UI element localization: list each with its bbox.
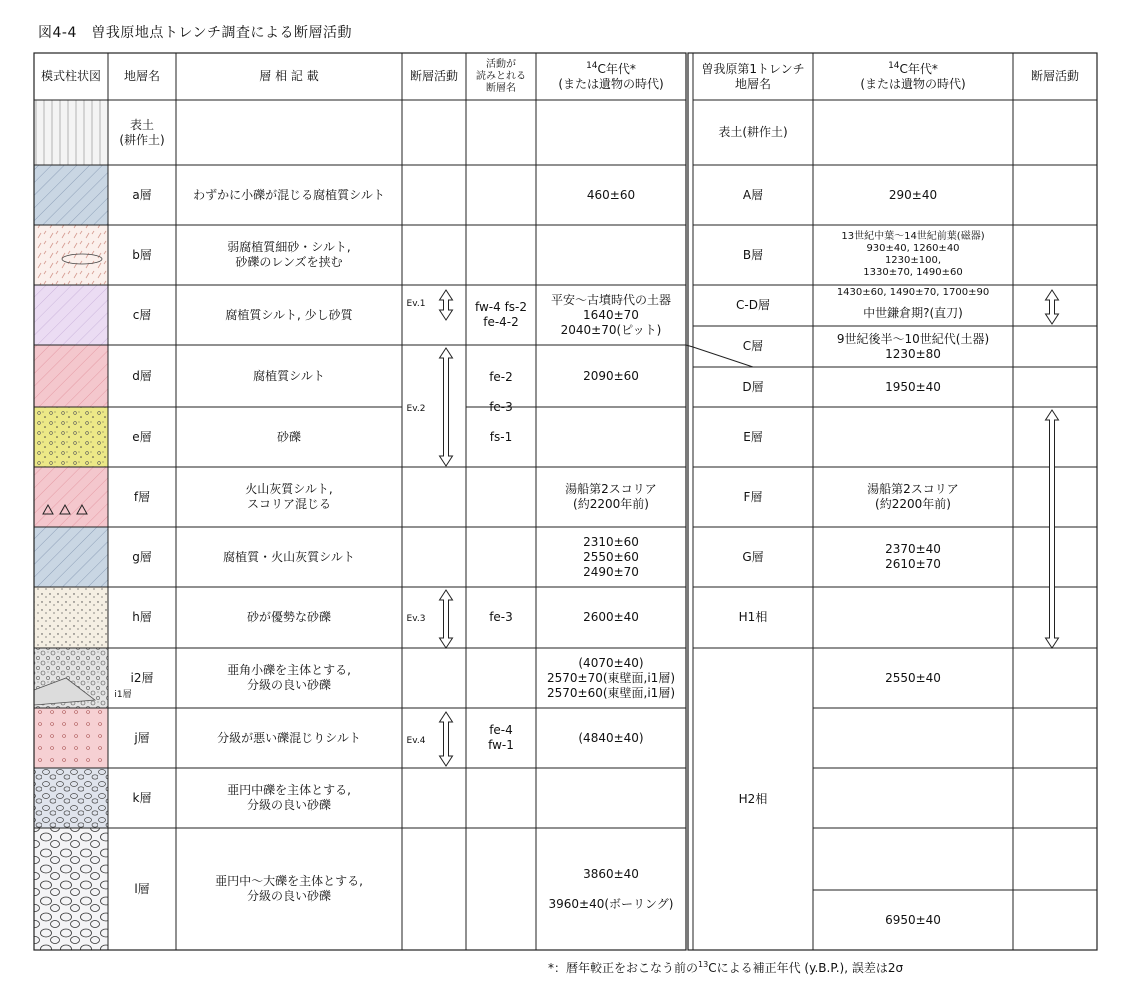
fault-name-fe-3-row-d: fe-3 (489, 399, 513, 414)
event-arrow-4 (440, 712, 453, 766)
c14-age-6 (536, 407, 686, 467)
column-pattern-12 (34, 768, 108, 828)
c14-age-4: 平安〜古墳時代の土器 1640±70 2040±70(ピット) (550, 292, 671, 337)
strata-name-8: g層 (132, 549, 152, 564)
column-pattern-7 (34, 467, 108, 527)
strata-name-6: e層 (132, 429, 152, 444)
column-pattern-1 (34, 100, 108, 165)
event-label-2: Ev.2 (406, 403, 426, 414)
trench-arrow-1 (1046, 290, 1059, 324)
column-pattern-8 (34, 527, 108, 587)
strata-name-13: l層 (134, 881, 150, 896)
trench-strata-2: A層 (742, 187, 764, 202)
fault-names-2 (466, 165, 536, 225)
facies-description-6: 砂礫 (276, 429, 301, 444)
footnote: *：暦年較正をおこなう前の$^{13}$Cによる補正年代 (y.B.P.), 誤差は2σ (548, 960, 904, 975)
figure-title: 図4-4 曽我原地点トレンチ調査による断層活動 (38, 25, 353, 41)
strata-name-4: c層 (132, 307, 152, 322)
trench-age-3: 13世紀中葉〜14世紀前葉(磁器) 930±40, 1260±40 1230±100, 1330±70, 1490±60 (841, 231, 985, 278)
strata-name-7: f層 (133, 489, 151, 504)
header-strata: 地層名 (123, 69, 160, 83)
fault-names-12 (466, 768, 536, 828)
c14-age-7: 湯船第2スコリア (約2200年前) (565, 482, 657, 511)
strata-name-3: b層 (132, 247, 152, 262)
trench-strata-11: H2相 (738, 791, 768, 806)
facies-description-10: 亜角小礫を主体とする, 分級の良い砂礫 (227, 663, 351, 692)
facies-description-7: 火山灰質シルト, スコリア混じる (245, 482, 333, 511)
header-c14-age-2: $^{14}$C年代* (または遺物の時代) (860, 61, 966, 91)
trench-age-12: 6950±40 (885, 912, 941, 927)
fault-names-10 (466, 648, 536, 708)
column-pattern-4 (34, 285, 108, 345)
fault-names-11: fe-4 fw-1 (488, 723, 514, 752)
trench-age-10 (813, 587, 1013, 648)
c14-age-11: (4840±40) (578, 730, 644, 745)
event-label-3: Ev.3 (406, 613, 426, 624)
trench-age-11: 2550±40 (885, 670, 941, 685)
trench-age-5: 9世紀後半〜10世紀代(土器) 1230±80 (836, 331, 990, 361)
fault-names-1 (466, 100, 536, 165)
strata-name-2: a層 (132, 187, 152, 202)
facies-description-3: 弱腐植質細砂・シルト, 砂礫のレンズを挟む (227, 240, 351, 269)
trench-age-8: 湯船第2スコリア (約2200年前) (867, 482, 959, 511)
event-label-4: Ev.4 (406, 735, 426, 746)
trench-age-7 (813, 407, 1013, 467)
trench-age-9: 2370±40 2610±70 (885, 542, 941, 571)
event-label-1: Ev.1 (406, 298, 426, 309)
header-fault-activity: 断層活動 (409, 69, 458, 83)
column-pattern-13 (34, 828, 108, 950)
column-pattern-11 (34, 708, 108, 768)
facies-description-1 (176, 100, 402, 165)
trench-strata-7: E層 (743, 429, 763, 444)
event-arrow-1 (440, 290, 453, 320)
facies-description-9: 砂が優勢な砂礫 (246, 610, 331, 624)
trench-age-small-4: 1430±60, 1490±70, 1700±90 (836, 287, 990, 298)
trench-strata-4: C-D層 (736, 298, 770, 312)
fault-names-9: fe-3 (489, 610, 513, 624)
trench-strata-10: H1相 (738, 610, 768, 624)
fault-names-7 (466, 467, 536, 527)
fault-names-3 (466, 225, 536, 285)
header-facies: 層 相 記 載 (259, 69, 319, 83)
c14-age-5: 2090±60 (583, 368, 639, 383)
header-column-diagram: 模式柱状図 (40, 69, 101, 83)
column-fills (34, 100, 108, 950)
strata-name-5: d層 (132, 368, 152, 383)
strata-name-11: j層 (134, 730, 150, 745)
c14-age-2: 460±60 (586, 187, 636, 202)
column-pattern-2 (34, 165, 108, 225)
c14-age-10: (4070±40) 2570±70(東壁面,i1層) 2570±60(東壁面,i1層) (546, 655, 675, 700)
c14-age-12 (536, 768, 686, 828)
facies-description-8: 腐植質・火山灰質シルト (223, 549, 355, 564)
strata-name-9: h層 (132, 610, 152, 624)
trench-strata-8: F層 (743, 489, 763, 504)
event-arrow-2 (440, 348, 453, 466)
trench-age-1 (813, 100, 1013, 165)
fault-names-8 (466, 527, 536, 587)
strata-name-12: k層 (132, 790, 152, 805)
header-c14-age: $^{14}$C年代* (または遺物の時代) (558, 61, 664, 91)
facies-description-13: 亜円中〜大礫を主体とする, 分級の良い砂礫 (215, 874, 363, 903)
trench-strata-9: G層 (742, 549, 764, 564)
fault-names-4: fw-4 fs-2 fe-4-2 (474, 300, 528, 329)
fault-names-13 (466, 828, 536, 950)
c14-age-8: 2310±60 2550±60 2490±70 (583, 534, 639, 579)
trench-strata-5: C層 (742, 339, 764, 353)
strata-name-10: i2層 (130, 670, 154, 685)
trench-strata-6: D層 (742, 379, 764, 394)
fault-names-6: fs-1 (489, 429, 513, 444)
trench-strata-1: 表土(耕作土) (718, 125, 788, 139)
connector-line (686, 345, 693, 347)
column-pattern-9 (34, 587, 108, 648)
c14-age-9: 2600±40 (583, 610, 639, 624)
c14-age-3 (536, 225, 686, 285)
c14-age-1 (536, 100, 686, 165)
facies-description-12: 亜円中礫を主体とする, 分級の良い砂礫 (227, 783, 351, 812)
facies-description-11: 分級が悪い礫混じりシルト (217, 730, 361, 745)
header-fault-names: 活動が 読みとれる 断層名 (476, 58, 526, 94)
facies-description-2: わずかに小礫が混じる腐植質シルト (193, 187, 385, 202)
column-pattern-5 (34, 345, 108, 407)
trench-age-2: 290±40 (888, 187, 938, 202)
header-fault-activity-2: 断層活動 (1030, 69, 1079, 83)
trench-age-6: 1950±40 (885, 379, 941, 394)
column-pattern-6 (34, 407, 108, 467)
c14-age-13: 3860±40 3960±40(ボーリング) (548, 866, 674, 911)
trench-strata-3: B層 (742, 247, 764, 262)
event-arrow-3 (440, 590, 453, 648)
fault-names-5: fe-2 (489, 369, 513, 384)
strata-name-1: 表土 (耕作土) (119, 117, 165, 147)
header-trench-strata: 曽我原第1トレンチ 地層名 (701, 61, 805, 91)
trench-age-4: 中世鎌倉期?(直刀) (863, 306, 963, 320)
i1-label: i1層 (114, 689, 132, 700)
trench-arrow-2 (1046, 410, 1059, 648)
facies-description-4: 腐植質シルト, 少し砂質 (225, 307, 353, 322)
facies-description-5: 腐植質シルト (253, 368, 325, 383)
